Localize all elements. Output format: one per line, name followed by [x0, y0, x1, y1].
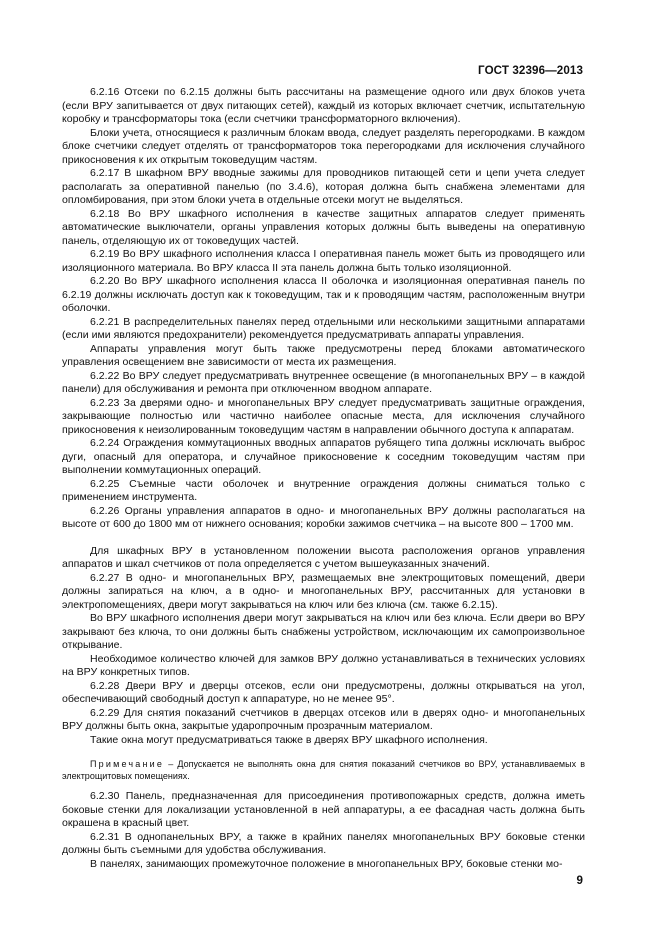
paragraph: Такие окна могут предусматриваться также в дверях ВРУ шкафного исполнения.	[90, 733, 488, 746]
note-label: Примечание	[90, 759, 165, 769]
paragraph-6-2-19: 6.2.19 Во ВРУ шкафного исполнения класса I оперативная панель может быть из проводящего или изоляционного материала. Во ВРУ класса II эта панель должна быть только изоляционной.	[62, 248, 585, 274]
paragraph-6-2-21: 6.2.21 В распределительных панелях перед отдельными или несколькими защитными аппаратами (если ими являются предохранители) рекомендуется предусматривать аппараты управления.	[62, 315, 585, 341]
paragraph-6-2-25: 6.2.25 Съемные части оболочек и внутренние ограждения должны сниматься только с применением инструмента.	[62, 477, 585, 503]
paragraph-6-2-18: 6.2.18 Во ВРУ шкафного исполнения в качестве защитных аппаратов следует применять автоматические выключатели, органы управления которых должны быть выведены на оперативную панель, отделяющую их от токоведущих частей.	[62, 207, 585, 247]
paragraph-6-2-20: 6.2.20 Во ВРУ шкафного исполнения класса II оболочка и изоляционная оперативная панель по 6.2.19 должны исключать доступ как к токоведущим, так и к проводящим частям, расположенным внутри оболочки.	[62, 275, 585, 314]
paragraph-6-2-24: 6.2.24 Ограждения коммутационных вводных аппаратов рубящего типа должны исключать выброс дуги, опасный для оператора, и случайное прикосновение к соседним токоведущим частям при выполнении коммутационных операций.	[62, 437, 585, 476]
paragraph: Необходимое количество ключей для замков ВРУ должно устанавливаться в технических условиях на ВРУ конкретных типов.	[62, 652, 585, 678]
paragraph-6-2-30: 6.2.30 Панель, предназначенная для присоединения противопожарных средств, должна иметь боковые стенки для локализации установленной в ней аппаратуры, а ее фасадная часть должна быть окрашена в красный цвет.	[62, 790, 585, 829]
paragraph-6-2-17: 6.2.17 В шкафном ВРУ вводные зажимы для проводников питающей сети и цепи учета следует располагать за оперативной панелью (по 3.4.6), которая должна быть снабжена элементами для опломбирования, при этом блоки учета в отдельные отсеки могут не выделяться.	[62, 167, 585, 206]
paragraph-6-2-31: 6.2.31 В однопанельных ВРУ, а также в крайних панелях многопанельных ВРУ боковые стенки должны быть съемными для удобства обслуживания.	[62, 830, 585, 856]
paragraph: Для шкафных ВРУ в установленном положении высота расположения органов управления аппаратов и шкал счетчиков от пола определяется с учетом вышеуказанных значений.	[62, 544, 585, 570]
page-number: 9	[576, 874, 583, 887]
paragraph: В панелях, занимающих промежуточное положение в многопанельных ВРУ, боковые стенки мо-	[90, 857, 563, 870]
paragraph-6-2-16: 6.2.16 Отсеки по 6.2.15 должны быть рассчитаны на размещение одного или двух блоков учета (если ВРУ запитывается от двух питающих сетей), каждый из которых включает счетчик, испытательную коробку и трансформаторы тока (если счетчики трансформаторного включения).	[62, 86, 585, 125]
paragraph: Блоки учета, относящиеся к различным блокам ввода, следует разделять перегородками. В каждом блоке счетчики следует отделять от трансформаторов тока перегородками для исключения случайного прикосновения к их открытым токоведущим частям.	[62, 126, 585, 166]
paragraph-6-2-26: 6.2.26 Органы управления аппаратов в одно- и многопанельных ВРУ должны располагаться на высоте от 600 до 1800 мм от нижнего основания; коробки зажимов счетчика – на высоте 800 – 1700 мм.	[62, 504, 585, 530]
paragraph: Аппараты управления могут быть также предусмотрены перед блоками автоматического управления освещением вне зависимости от места их размещения.	[62, 342, 585, 368]
note	[62, 758, 585, 782]
paragraph: Во ВРУ шкафного исполнения двери могут закрываться на ключ или без ключа. Если двери во ВРУ закрывают без ключа, то они должны быть снабжены устройством, исключающим их самопроизвольное открывание.	[62, 612, 585, 651]
standard-header: ГОСТ 32396—2013	[478, 64, 583, 77]
paragraph-6-2-22: 6.2.22 Во ВРУ следует предусматривать внутреннее освещение (в многопанельных ВРУ – в каждой панели) для обслуживания и ремонта при отключенном вводном аппарате.	[62, 369, 585, 395]
paragraph-6-2-29: 6.2.29 Для снятия показаний счетчиков в дверцах отсеков или в дверях одно- и многопанельных ВРУ должны быть окна, закрытые ударопрочным прозрачным материалом.	[62, 706, 585, 732]
paragraph-6-2-23: 6.2.23 За дверями одно- и многопанельных ВРУ следует предусматривать защитные ограждения, закрывающие полностью или частично наиболее опасные места, для исключения случайного прикосновения к неизолированным токоведущим частям в направлении обычного доступа к аппаратам.	[62, 396, 585, 436]
paragraph-6-2-27: 6.2.27 В одно- и многопанельных ВРУ, размещаемых вне электрощитовых помещений, двери должны запираться на ключ, а в одно- и многопанельных ВРУ, рассчитанных для установки в электропомещениях, двери могут закрываться на ключ или без ключа (см. также 6.2.15).	[62, 571, 585, 611]
document-body	[62, 86, 585, 871]
note-text: – Допускается не выполнять окна для снятия показаний счетчиков во ВРУ, устанавливаемых в электрощитовых помещениях.	[62, 759, 585, 781]
paragraph-6-2-28: 6.2.28 Двери ВРУ и дверцы отсеков, если они предусмотрены, должны открываться на угол, обеспечивающий свободный доступ к аппаратуре, но не менее 95°.	[62, 679, 585, 705]
